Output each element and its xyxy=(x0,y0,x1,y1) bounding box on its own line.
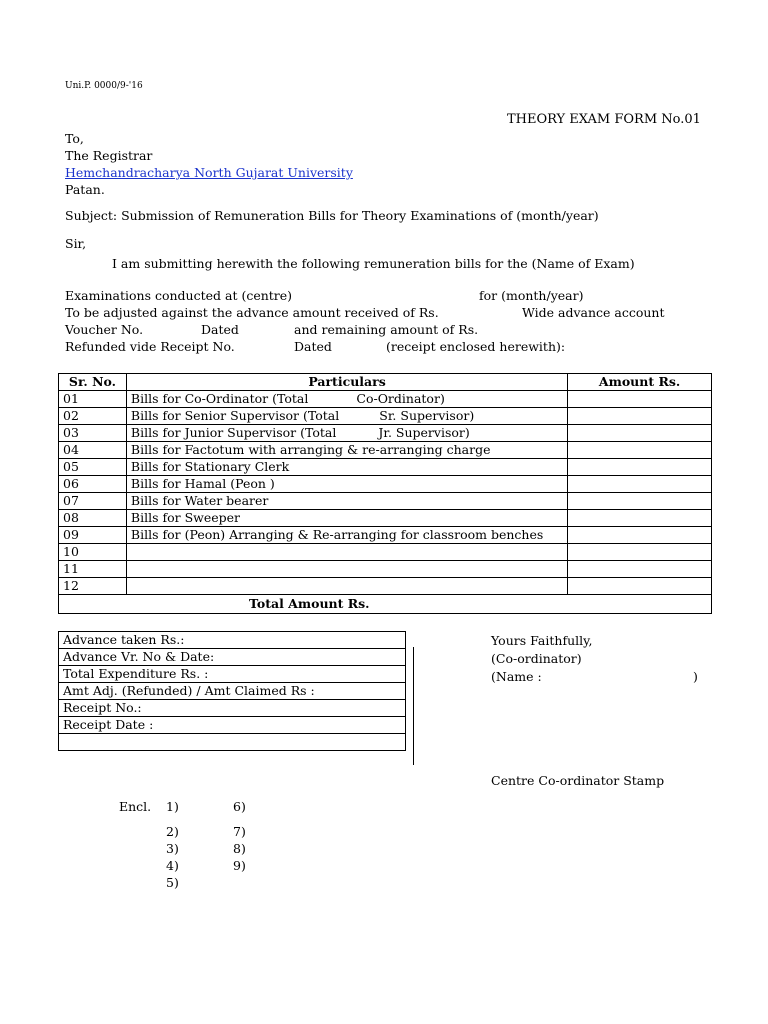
summary-total-expenditure: Total Expenditure Rs. : xyxy=(59,666,406,683)
table-row xyxy=(59,459,712,476)
summary-row xyxy=(59,683,406,700)
address-to: To, xyxy=(65,131,84,146)
detail-receipt: Refunded vide Receipt No. xyxy=(65,339,235,354)
row-particulars: Bills for Sweeper xyxy=(126,510,567,527)
detail-enclosed: (receipt enclosed herewith): xyxy=(386,339,566,354)
row-sr-no: 08 xyxy=(59,510,127,527)
coordinator-role: (Co-ordinator) xyxy=(491,651,582,666)
row-amount xyxy=(568,510,712,527)
detail-receipt-dated: Dated xyxy=(294,339,332,354)
table-row xyxy=(59,425,712,442)
name-close: ) xyxy=(693,669,698,684)
detail-remaining: and remaining amount of Rs. xyxy=(294,322,479,337)
table-row xyxy=(59,544,712,561)
summary-row xyxy=(59,632,406,649)
row-sr-no: 12 xyxy=(59,578,127,595)
detail-voucher: Voucher No. xyxy=(65,322,144,337)
encl-item-1: 1) xyxy=(166,799,179,814)
table-row xyxy=(59,578,712,595)
summary-row xyxy=(59,700,406,717)
divider-line xyxy=(413,647,414,765)
summary-blank xyxy=(59,734,406,751)
summary-row xyxy=(59,666,406,683)
row-sr-no: 02 xyxy=(59,408,127,425)
total-row xyxy=(59,595,712,614)
encl-item-4: 4) xyxy=(166,858,179,873)
encl-item-5: 5) xyxy=(166,875,179,890)
row-amount xyxy=(568,544,712,561)
row-particulars: Bills for Stationary Clerk xyxy=(126,459,567,476)
detail-advance: To be adjusted against the advance amount received of Rs. xyxy=(65,305,439,320)
encl-item-3: 3) xyxy=(166,841,179,856)
subject-line: Subject: Submission of Remuneration Bills for Theory Examinations of (month/year) xyxy=(65,208,599,223)
row-sr-no: 06 xyxy=(59,476,127,493)
row-particulars: Bills for Junior Supervisor (Total Jr. Supervisor) xyxy=(126,425,567,442)
row-amount xyxy=(568,425,712,442)
table-row xyxy=(59,391,712,408)
address-city: Patan. xyxy=(65,182,105,197)
row-particulars: Bills for (Peon) Arranging & Re-arranging for classroom benches xyxy=(126,527,567,544)
row-particulars xyxy=(126,578,567,595)
table-row xyxy=(59,476,712,493)
detail-centre: Examinations conducted at (centre) xyxy=(65,288,293,303)
detail-wide-account: Wide advance account xyxy=(522,305,665,320)
summary-row xyxy=(59,717,406,734)
summary-receipt-no: Receipt No.: xyxy=(59,700,406,717)
summary-receipt-date: Receipt Date : xyxy=(59,717,406,734)
salutation: Sir, xyxy=(65,236,87,251)
summary-row xyxy=(59,649,406,666)
row-sr-no: 03 xyxy=(59,425,127,442)
row-sr-no: 11 xyxy=(59,561,127,578)
encl-label: Encl. xyxy=(119,799,152,814)
header-amount: Amount Rs. xyxy=(568,374,712,391)
encl-item-6: 6) xyxy=(233,799,246,814)
row-sr-no: 07 xyxy=(59,493,127,510)
header-sr-no: Sr. No. xyxy=(59,374,127,391)
row-particulars: Bills for Factotum with arranging & re-arranging charge xyxy=(126,442,567,459)
university-link[interactable]: Hemchandracharya North Gujarat University xyxy=(65,165,353,180)
row-particulars: Bills for Hamal (Peon ) xyxy=(126,476,567,493)
intro-text: I am submitting herewith the following remuneration bills for the (Name of Exam) xyxy=(112,256,635,271)
encl-item-9: 9) xyxy=(233,858,246,873)
reference-number: Uni.P. 0000/9-'16 xyxy=(65,81,143,91)
row-amount xyxy=(568,527,712,544)
table-row xyxy=(59,442,712,459)
row-particulars: Bills for Water bearer xyxy=(126,493,567,510)
table-row xyxy=(59,493,712,510)
row-particulars: Bills for Co-Ordinator (Total Co-Ordinator) xyxy=(126,391,567,408)
summary-row xyxy=(59,734,406,751)
encl-item-7: 7) xyxy=(233,824,246,839)
table-row xyxy=(59,527,712,544)
encl-item-2: 2) xyxy=(166,824,179,839)
detail-voucher-dated: Dated xyxy=(201,322,239,337)
row-amount xyxy=(568,493,712,510)
yours-faithfully: Yours Faithfully, xyxy=(491,633,593,648)
row-sr-no: 09 xyxy=(59,527,127,544)
row-sr-no: 01 xyxy=(59,391,127,408)
header-particulars: Particulars xyxy=(126,374,567,391)
row-amount xyxy=(568,408,712,425)
summary-advance-taken: Advance taken Rs.: xyxy=(59,632,406,649)
table-row xyxy=(59,510,712,527)
summary-advance-voucher: Advance Vr. No & Date: xyxy=(59,649,406,666)
table-row xyxy=(59,561,712,578)
row-amount xyxy=(568,459,712,476)
address-registrar: The Registrar xyxy=(65,148,153,163)
row-particulars: Bills for Senior Supervisor (Total Sr. Supervisor) xyxy=(126,408,567,425)
total-amount-label: Total Amount Rs. xyxy=(59,595,712,614)
row-sr-no: 05 xyxy=(59,459,127,476)
table-header-row xyxy=(59,374,712,391)
encl-item-8: 8) xyxy=(233,841,246,856)
summary-table xyxy=(58,631,406,751)
summary-amount-adjusted: Amt Adj. (Refunded) / Amt Claimed Rs : xyxy=(59,683,406,700)
row-amount xyxy=(568,578,712,595)
row-amount xyxy=(568,476,712,493)
coordinator-stamp: Centre Co-ordinator Stamp xyxy=(491,773,665,788)
row-amount xyxy=(568,561,712,578)
row-particulars xyxy=(126,561,567,578)
form-title: THEORY EXAM FORM No.01 xyxy=(507,112,701,127)
row-amount xyxy=(568,391,712,408)
row-sr-no: 04 xyxy=(59,442,127,459)
row-amount xyxy=(568,442,712,459)
name-open: (Name : xyxy=(491,669,542,684)
table-row xyxy=(59,408,712,425)
detail-month: for (month/year) xyxy=(479,288,584,303)
row-particulars xyxy=(126,544,567,561)
row-sr-no: 10 xyxy=(59,544,127,561)
bills-table xyxy=(58,373,712,614)
